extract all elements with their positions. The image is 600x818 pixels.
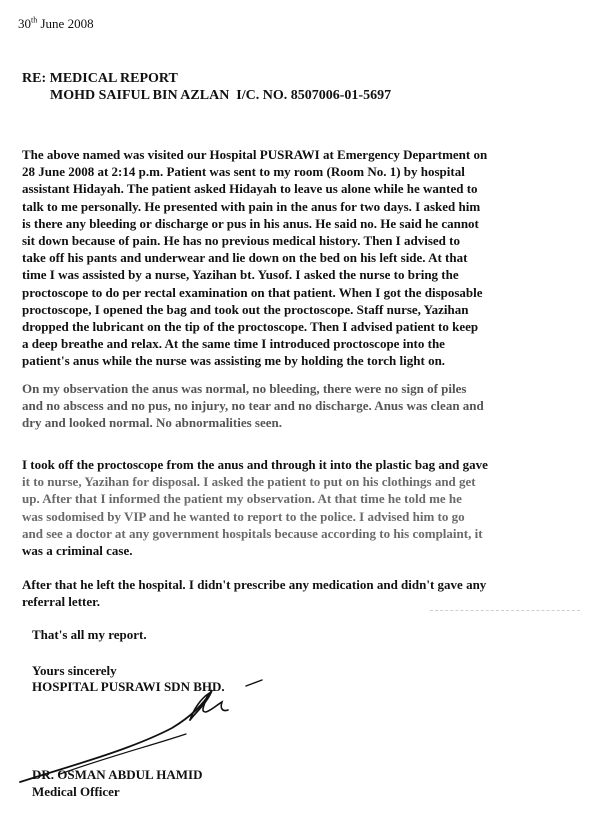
subject-heading: RE: MEDICAL REPORT [22,71,178,86]
patient-name-line: MOHD SAIFUL BIN AZLAN I/C. NO. 8507006-01-5697 [50,88,392,103]
text-line: take off his pants and underwear and lie down on the bed on his left side. At that [22,250,468,266]
paragraph-discharge [22,576,582,610]
text-line: proctoscope to do per rectal examination on that patient. When I got the disposable [22,284,483,300]
doctor-name: DR. OSMAN ABDUL HAMID [32,767,203,782]
text-line: patient's anus while the nurse was assisting me by holding the torch light on. [22,353,446,369]
text-line: a deep breathe and relax. At the same time I introduced proctoscope into the [22,336,445,352]
paragraph-visit [22,146,582,370]
paragraph-disposal [22,456,582,559]
text-line: I took off the proctoscope from the anus and through it into the plastic bag and gave [22,457,488,472]
text-line: dropped the lubricant on the tip of the proctoscope. Then I advised patient to keep [22,319,479,335]
subject-block [22,70,391,104]
date-suffix: th [31,15,38,25]
text-line: and see a doctor at any government hospitals because according to his complaint, it [22,525,483,541]
text-line: dry and looked normal. No abnormalities seen. [22,415,283,431]
paragraph-observation [22,380,582,432]
doctor-title: Medical Officer [32,784,120,799]
text-line: talk to me personally. He presented with pain in the anus for two days. I asked him [22,198,481,214]
text-line: After that he left the hospital. I didn't prescribe any medication and didn't gave any [22,577,487,592]
signature-accent [246,680,262,686]
text-line: proctoscope, I opened the bag and took out the proctoscope. Staff nurse, Yazihan [22,301,469,317]
text-line: assistant Hidayah. The patient asked Hidayah to leave us alone while he wanted to [22,181,478,197]
scan-mark [430,610,580,617]
text-line: was sodomised by VIP and he wanted to report to the police. I advised him to go [22,508,465,524]
text-line: it to nurse, Yazihan for disposal. I asked the patient to put on his clothings and get [22,474,476,490]
text-line: sit down because of pain. He has no previous medical history. Then I advised to [22,233,460,249]
text-line: and no abscess and no pus, no injury, no tear and no discharge. Anus was clean and [22,398,484,414]
valediction: Yours sincerely [32,663,117,678]
text-line: 28 June 2008 at 2:14 p.m. Patient was sent to my room (Room No. 1) by hospital [22,164,465,180]
text-line: is there any bleeding or discharge or pus in his anus. He said no. He said he cannot [22,215,479,231]
hospital-name: HOSPITAL PUSRAWI SDN BHD. [32,679,225,694]
date-month-year: June 2008 [37,16,94,31]
text-line: up. After that I informed the patient my observation. At that time he told me he [22,491,462,507]
text-line: The above named was visited our Hospital PUSRAWI at Emergency Department on [22,147,488,162]
text-line: referral letter. [22,594,100,610]
text-line: On my observation the anus was normal, no bleeding, there were no sign of piles [22,381,467,396]
text-line: time I was assisted by a nurse, Yazihan bt. Yusof. I asked the nurse to bring the [22,267,459,283]
date-day: 30 [18,16,31,31]
report-end-line: That's all my report. [32,627,147,642]
text-line: was a criminal case. [22,543,133,559]
letter-date [18,16,94,32]
